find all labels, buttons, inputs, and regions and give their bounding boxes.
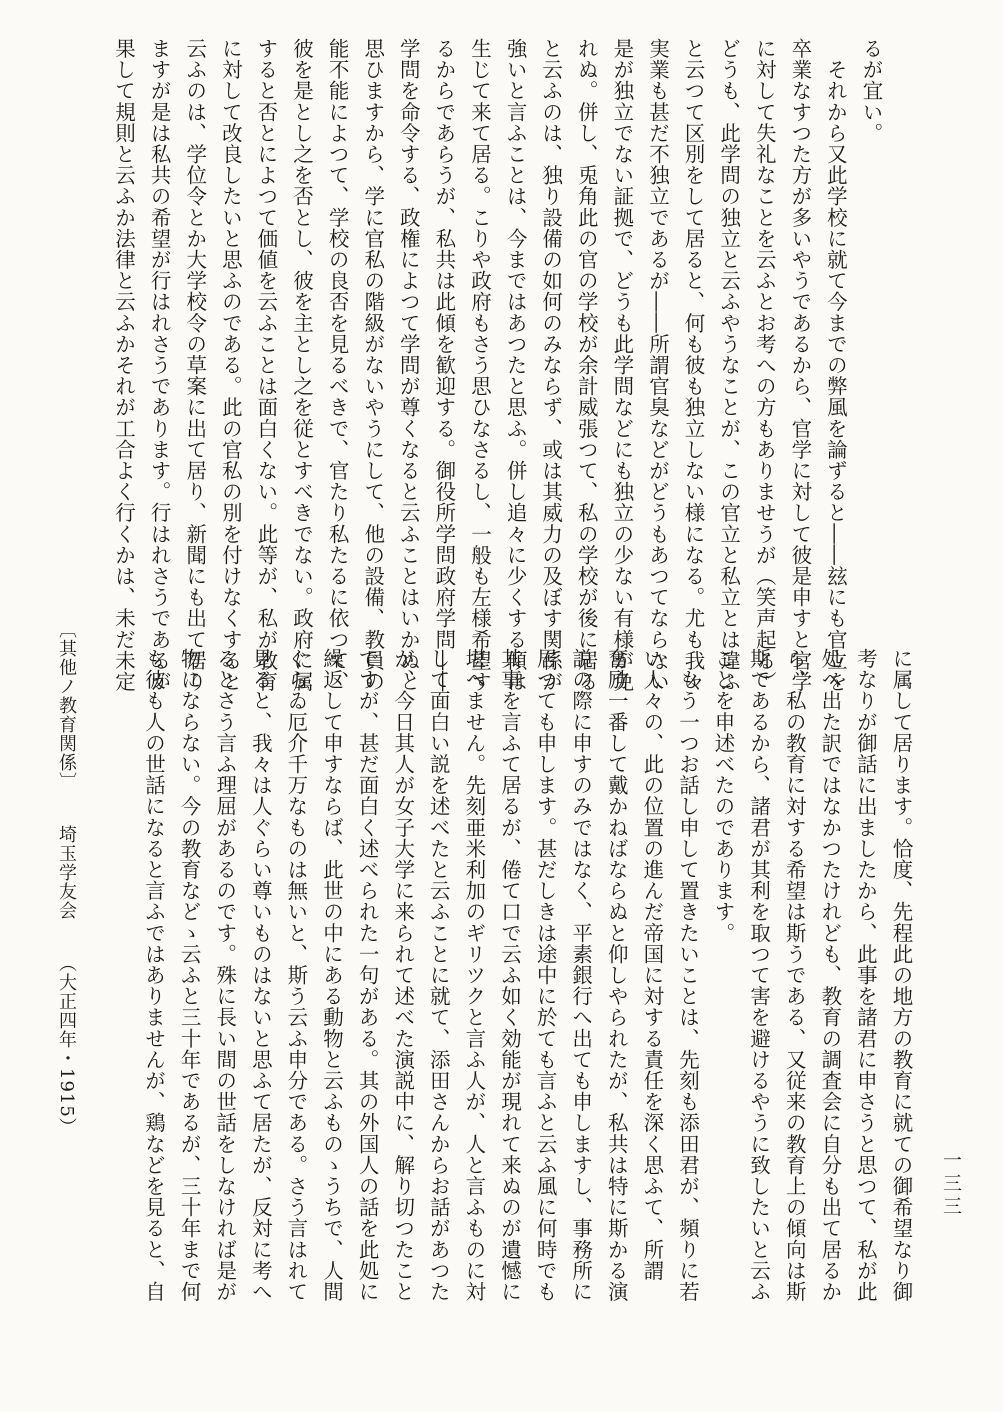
text-column: 其事を言ふて居るが、倦て口で云ふ如く効能が現れて来ぬのが遺憾に [497, 648, 522, 1303]
text-column: どうも、此学問の独立と云ふやうなことが、この官立と私立とは違ふ [716, 38, 741, 693]
text-column: 卒業なすつた方が多いやうであるから、官学に対して彼是申すと官学 [787, 38, 812, 693]
text-column: して面白い説を述べたと云ふことに就て、添田さんからお話があつた [426, 648, 451, 1303]
text-column: 説の際に申すのみではなく、平素銀行へ出ても申しますし、事務所に [568, 648, 593, 1303]
text-column: ぐらゐ厄介千万なものは無いと、斯う云ふ申分である。さう言はれて [283, 648, 308, 1303]
text-column: 思ひますから、学に官私の階級がないやうにして、他の設備、教員の [360, 38, 385, 693]
text-column: れぬ。併し、兎角此の官の学校が余計威張つて、私の学校が後に居る [574, 38, 599, 693]
running-head-section: 〔其他ノ教育関係〕 [56, 620, 77, 791]
text-column: と云つて区別をして居ると、何も彼も独立しない様になる。尤も我々 [681, 38, 706, 693]
lower-text-block [108, 648, 918, 1303]
text-column: 考なりが御話に出ましたから、此事を諸君に申さうと思つて、私が此 [853, 648, 878, 1303]
text-column: 強いと言ふことは、今まではあつたと思ふ。併し追々に少くする傾は [503, 38, 528, 693]
text-column: ですが、甚だ面白く述べられた一句がある。其の外国人の話を此処に [355, 648, 380, 1303]
text-column: 是が独立でない証拠で、どうも此学問などにも独立の少ない有様が免 [609, 38, 634, 693]
text-column: 果して規則と云ふか法律と云ふかそれが工合よく行くかは、未だ未定 [111, 38, 136, 693]
text-column: 堪へません。先刻亜米利加のギリツクと言ふ人が、人と言ふものに対 [461, 648, 486, 1303]
text-column: 云ふのは、学位令とか大学校令の草案に出て居り、新聞にも出て居り [182, 38, 207, 693]
text-column: 実業も甚だ不独立であるが――所謂官臭などがどうもあつてならない [645, 38, 670, 693]
text-column: 学問を命令する、政権によつて学問が尊くなると云ふことはいかぬと [396, 38, 421, 693]
text-column: に属して居ります。恰度、先程此の地方の教育に就ての御希望なり御 [889, 648, 913, 1303]
text-column: 繰返して申すならば、此世の中にある動物と云ふものゝうちで、人間 [319, 648, 344, 1303]
text-column: 居つても申します。甚だしきは途中に於ても言ふと云ふ風に何時でも [533, 648, 558, 1303]
running-head-publisher: 埼玉学友会 [56, 825, 77, 920]
text-column: 見ると、我々は人ぐらい尊いものはないと思ふて居たが、反対に考へ [248, 648, 273, 1303]
text-column: ことを申述べたのであります。 [711, 648, 736, 944]
text-column: るからであらうが、私共は此傾を歓迎する。御役所学問政府学問―― [431, 38, 456, 693]
text-column: ら、私の教育に対する希望は斯うである、又従来の教育上の傾向は斯 [782, 648, 807, 1303]
text-column: るとさう言ふ理屈があるのです。殊に長い間の世話をしなければ是が [212, 648, 237, 1303]
text-column: るが宜い。 [859, 38, 883, 144]
text-column: すると否とによつて価値を云ふことは面白くない。此等が、私が教育 [253, 38, 278, 693]
text-column: に対して改良したいと思ふのである。此の官私の別を付けなくすると [218, 38, 243, 693]
text-column: ますが是は私共の希望が行はれさうであります。行はれさうであるが [147, 38, 172, 693]
page-number: 一三三 [940, 1150, 962, 1219]
running-head [46, 620, 86, 1300]
text-column: それから又此学校に就て今までの弊風を論ずると――玆にも官立を [823, 38, 848, 693]
text-column: 奮励一番して戴かねばならぬと仰しやられたが、私共は特に斯かる演 [604, 648, 629, 1303]
text-column: も彼も人の世話になると言ふではありませんが、鶏などを見ると、自 [141, 648, 166, 1303]
text-column: 斯であるから、諸君が其利を取つて害を避けるやうに致したいと云ふ [746, 648, 771, 1303]
text-column: 物にならない。今の教育などゝ云ふと三十年であるが、三十年まで何 [177, 648, 202, 1303]
text-column: 能不能によつて、学校の良否を見るべきで、官たり私たるに依つて、 [325, 38, 350, 693]
text-column: もう一つお話し申して置きたいことは、先刻も添田君が、頻りに若 [675, 648, 700, 1303]
text-column: に対して失礼なことを云ふとお考への方もありませうが（笑声起る） [752, 38, 777, 693]
text-column: が、今日其人が女子大学に来られて述べた演説中に、解り切つたこと [390, 648, 415, 1303]
running-head-date: （大正四年・1915） [56, 954, 77, 1137]
text-column: 生じて来て居る。こりや政府もさう思ひなさるし、一般も左様希望す [467, 38, 492, 693]
text-column: 処へ出た訳ではなかつたけれども、教育の調査会に自分も出て居るか [817, 648, 842, 1303]
text-column: い人々の、此の位置の進んだ帝国に対する責任を深く思ふて、所謂 [639, 648, 664, 1281]
upper-text-block [111, 38, 888, 693]
text-column: 彼を是とし之を否とし、彼を主とし之を従とすべきでない。政府に属 [289, 38, 314, 693]
text-column: と云ふのは、独り設備の如何のみならず、或は其威力の及ぼす関係が [538, 38, 563, 693]
